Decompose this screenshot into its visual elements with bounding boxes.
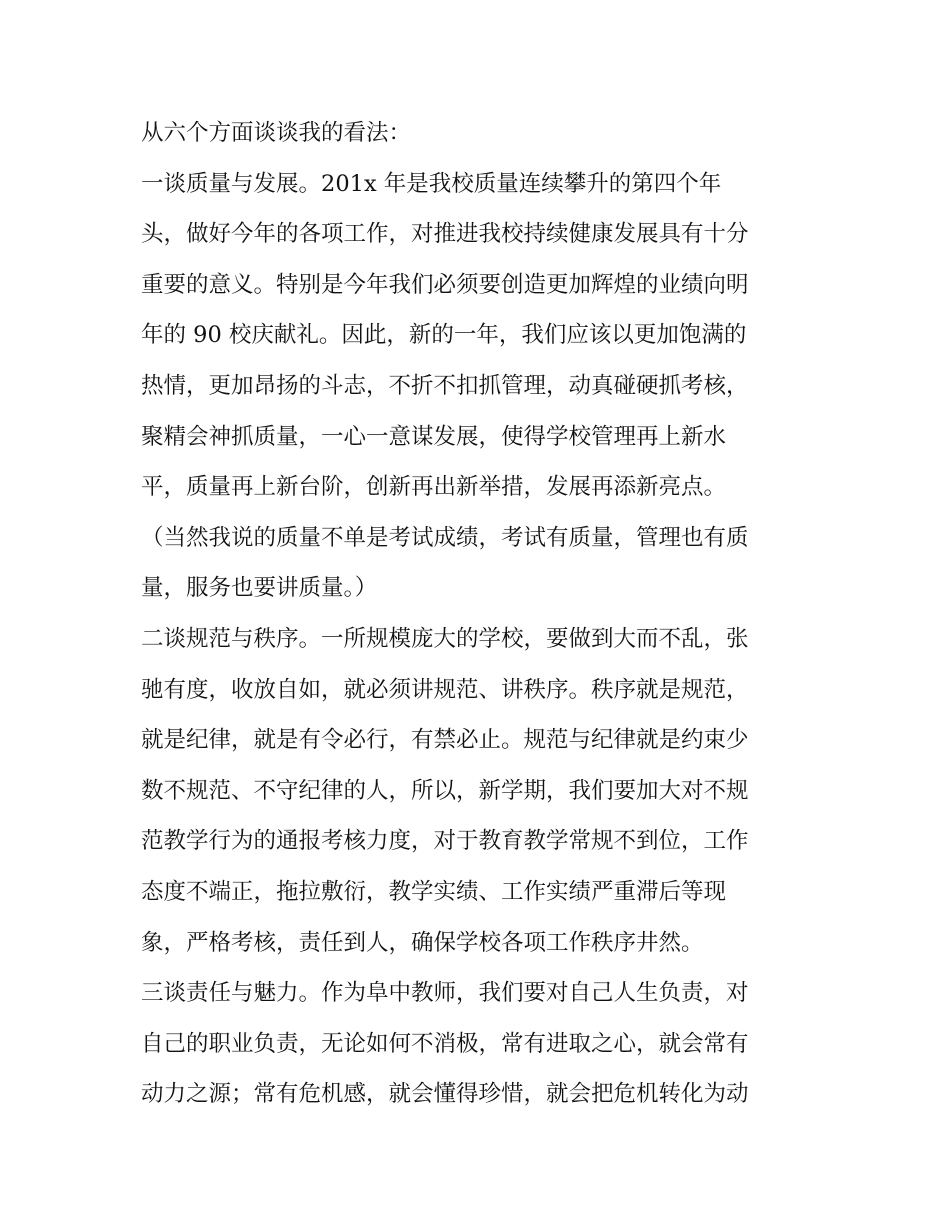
text-line: 量，服务也要讲质量。）: [141, 575, 378, 602]
text-line: 驰有度，收放自如，就必须讲规范、讲秩序。秩序就是规范，: [141, 676, 749, 703]
text-line: 热情，更加昂扬的斗志，不折不扣抓管理，动真碰硬抓考核，: [141, 372, 749, 399]
text-line: 自己的职业负责，无论如何不消极，常有进取之心，就会常有: [141, 1030, 749, 1057]
text-line: 重要的意义。特别是今年我们必须要创造更加辉煌的业绩向明: [141, 271, 749, 298]
text-line: 数不规范、不守纪律的人，所以，新学期，我们要加大对不规: [141, 777, 749, 804]
body-text: [141, 108, 821, 1120]
text-line: 聚精会神抓质量，一心一意谋发展，使得学校管理再上新水: [141, 423, 727, 450]
text-line: （当然我说的质量不单是考试成绩，考试有质量，管理也有质: [141, 524, 749, 551]
text-line: 头，做好今年的各项工作，对推进我校持续健康发展具有十分: [141, 221, 749, 248]
text-line: 范教学行为的通报考核力度，对于教育教学常规不到位，工作: [141, 828, 749, 855]
text-line: 态度不端正，拖拉敷衍，教学实绩、工作实绩严重滞后等现: [141, 878, 727, 905]
text-line: 平，质量再上新台阶，创新再出新举措，发展再添新亮点。: [141, 474, 727, 501]
text-line: 动力之源；常有危机感，就会懂得珍惜，就会把危机转化为动: [141, 1081, 749, 1108]
text-line: 从六个方面谈谈我的看法：: [141, 120, 412, 146]
text-line: 年的 90 校庆献礼。因此，新的一年，我们应该以更加饱满的: [141, 322, 747, 349]
text-line: 三谈责任与魅力。作为阜中教师，我们要对自己人生负责，对: [141, 980, 749, 1007]
text-line: 二谈规范与秩序。一所规模庞大的学校，要做到大而不乱，张: [141, 625, 749, 652]
text-line: 就是纪律，就是有令必行，有禁必止。规范与纪律就是约束少: [141, 727, 749, 754]
text-line: 一谈质量与发展。201x 年是我校质量连续攀升的第四个年: [141, 170, 722, 197]
text-line: 象，严格考核，责任到人，确保学校各项工作秩序井然。: [141, 929, 704, 956]
